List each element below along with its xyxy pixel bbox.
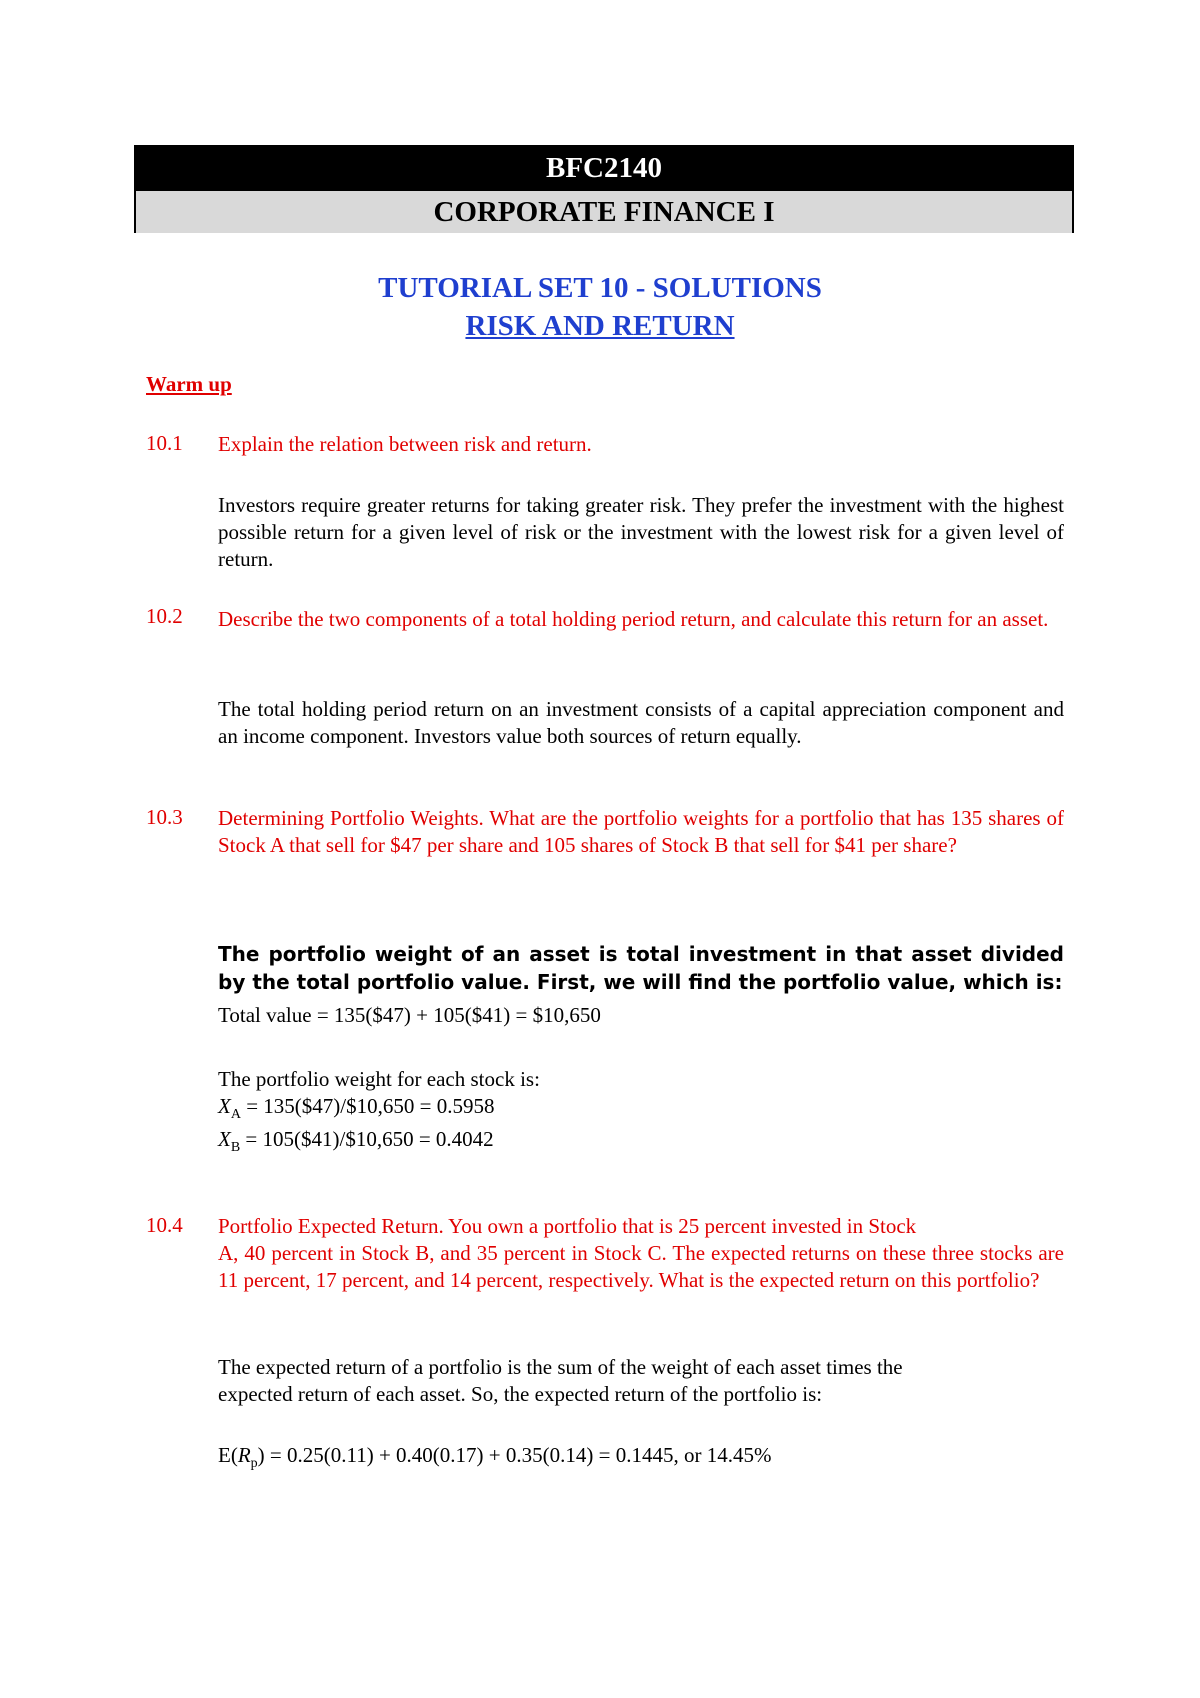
answer-10-3-explanation: The portfolio weight of an asset is total investment in that asset divided by the total portfolio value. First, we will find the portfolio value, which is:	[218, 942, 1064, 994]
course-title: CORPORATE FINANCE I	[136, 191, 1072, 233]
weights-intro: The portfolio weight for each stock is:	[218, 1067, 540, 1091]
weight-xb	[218, 1126, 1064, 1161]
section-heading-warm-up: Warm up	[146, 372, 232, 396]
question-10-2: Describe the two components of a total holding period return, and calculate this return for an asset.	[218, 607, 1049, 631]
question-10-4-rest: A, 40 percent in Stock B, and 35 percent in Stock C. The expected returns on these three stocks are 11 percent, 17 percent, and 14 percent, respectively. What is the expected return on this portfolio?	[218, 1241, 1064, 1292]
question-10-1: Explain the relation between risk and return.	[218, 432, 592, 456]
answer-10-4-line-1: The expected return of a portfolio is the sum of the weight of each asset times the	[218, 1355, 903, 1379]
answer-10-2: The total holding period return on an investment consists of a capital appreciation component and an income component. Investors value both sources of return equally.	[218, 697, 1064, 748]
xb-variable: X	[218, 1127, 231, 1151]
question-10-4-line-1: Portfolio Expected Return. You own a portfolio that is 25 percent invested in Stock	[218, 1214, 917, 1238]
question-number-10-1: 10.1	[146, 431, 183, 455]
total-value-line: Total value = 135($47) + 105($41) = $10,650	[218, 1003, 601, 1027]
topic-title: RISK AND RETURN	[465, 310, 735, 342]
weight-xa	[218, 1093, 1064, 1128]
xa-expression: = 135($47)/$10,650 = 0.5958	[240, 1094, 495, 1118]
xb-expression: = 105($41)/$10,650 = 0.4042	[240, 1127, 494, 1151]
question-10-3: Determining Portfolio Weights. What are the portfolio weights for a portfolio that has 135 shares of Stock A that sell for $47 per share and 105 shares of Stock B that sell for $41 per share?	[218, 806, 1064, 857]
expected-return-formula	[218, 1442, 1064, 1477]
formula-rest: ) = 0.25(0.11) + 0.40(0.17) + 0.35(0.14) = 0.1445, or 14.45%	[257, 1443, 772, 1467]
formula-variable: R	[237, 1443, 251, 1467]
course-header	[134, 145, 1074, 233]
question-number-10-4: 10.4	[146, 1213, 183, 1237]
course-code: BFC2140	[136, 147, 1072, 191]
question-number-10-3: 10.3	[146, 805, 183, 829]
xa-variable: X	[218, 1094, 231, 1118]
xb-subscript: B	[230, 1140, 241, 1156]
formula-subscript: p	[250, 1456, 258, 1472]
formula-prefix: E(	[218, 1443, 238, 1467]
answer-10-4-line-2: expected return of each asset. So, the expected return of the portfolio is:	[218, 1382, 823, 1406]
answer-10-1: Investors require greater returns for taking greater risk. They prefer the investment with the highest possible return for a given level of risk or the investment with the lowest risk for a given level of return.	[218, 493, 1064, 571]
xa-subscript: A	[230, 1107, 241, 1123]
question-number-10-2: 10.2	[146, 604, 183, 628]
tutorial-title: TUTORIAL SET 10 - SOLUTIONS	[378, 272, 822, 304]
